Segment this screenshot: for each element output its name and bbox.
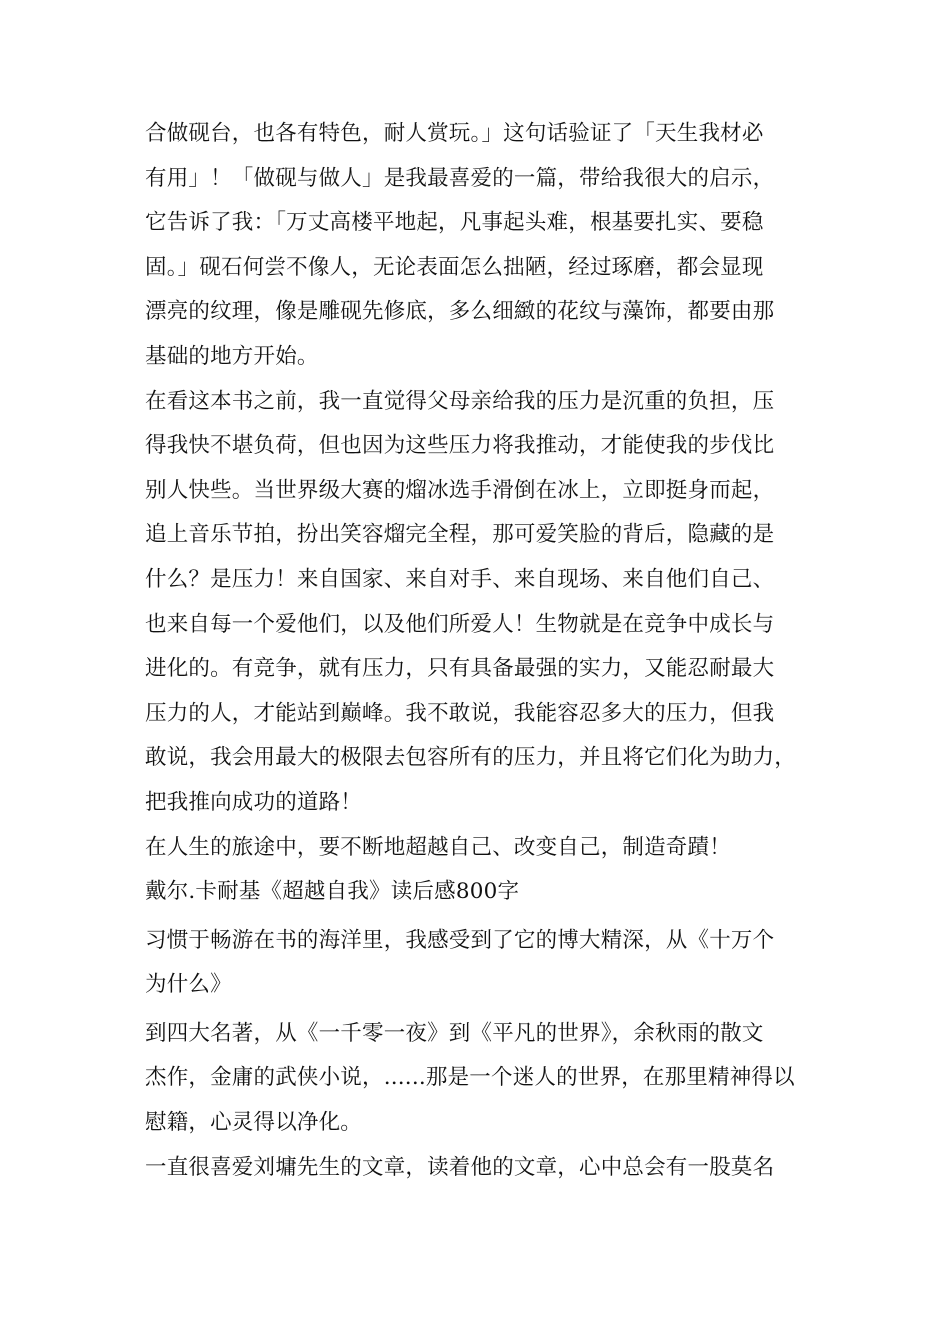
text-line: 合做砚台，也各有特色，耐人赏玩。」这句话验证了「天生我材必 — [145, 121, 764, 146]
text-line: 有用」！「做砚与做人」是我最喜爱的一篇，带给我很大的启示， — [145, 165, 775, 191]
text-line: 在看这本书之前，我一直觉得父母亲给我的压力是沉重的负担，压 — [145, 388, 775, 414]
text-line: 追上音乐节拍，扮出笑容熘完全程，那可爱笑脸的背后，隐藏的是 — [145, 522, 775, 548]
text-line: 习惯于畅游在书的海洋里，我感受到了它的博大精深，从《十万个 — [145, 927, 775, 953]
section-title: 戴尔.卡耐基《超越自我》读后感800字 — [145, 879, 520, 905]
text-line: 到四大名著，从《一千零一夜》到《平凡的世界》，余秋雨的散文 — [145, 1020, 764, 1046]
document-body — [145, 112, 835, 1190]
text-line: 进化的。有竞争，就有压力，只有具备最强的实力，又能忍耐最大 — [145, 656, 775, 682]
text-line: 也来自每一个爱他们，以及他们所爱人！生物就是在竞争中成长与 — [145, 611, 775, 637]
text-line: 在人生的旅途中，要不断地超越自己、改变自己，制造奇蹟！ — [145, 834, 731, 860]
text-line: 把我推向成功的道路！ — [145, 789, 363, 815]
text-line: 基础的地方开始。 — [145, 343, 319, 369]
text-line: 敢说，我会用最大的极限去包容所有的压力，并且将它们化为助力， — [145, 745, 797, 771]
text-line: 一直很喜爱刘墉先生的文章，读着他的文章，心中总会有一股莫名 — [145, 1154, 775, 1180]
text-line: 固。」砚石何尝不像人，无论表面怎么拙陋，经过琢磨，都会显现 — [145, 254, 764, 280]
text-line: 为什么》 — [145, 972, 232, 998]
text-line: 杰作，金庸的武侠小说，......那是一个迷人的世界，在那里精神得以 — [145, 1065, 795, 1091]
text-line: 它告诉了我：「万丈高楼平地起，凡事起头难，根基要扎实、要稳 — [145, 210, 764, 236]
text-line: 得我快不堪负荷，但也因为这些压力将我推动，才能使我的步伐比 — [145, 433, 775, 459]
text-line: 什么？是压力！来自国家、来自对手、来自现场、来自他们自己、 — [145, 566, 775, 592]
text-line: 压力的人，才能站到巅峰。我不敢说，我能容忍多大的压力，但我 — [145, 700, 775, 726]
text-line: 漂亮的纹理，像是雕砚先修底，多么细緻的花纹与藻饰，都要由那 — [145, 299, 775, 325]
text-line: 慰籍，心灵得以净化。 — [145, 1110, 363, 1136]
text-line: 别人快些。当世界级大赛的熘冰选手滑倒在冰上，立即挺身而起， — [145, 477, 775, 503]
